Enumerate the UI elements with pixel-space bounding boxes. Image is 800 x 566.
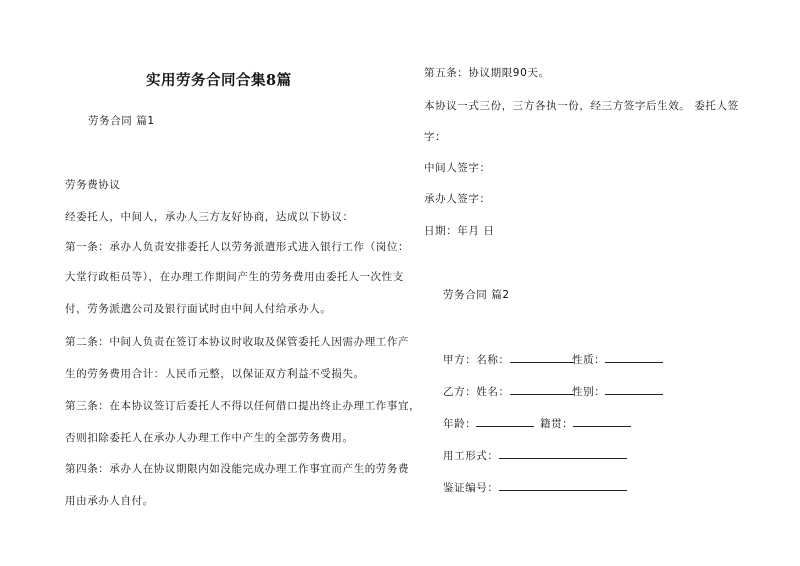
party-a-name-blank xyxy=(510,351,574,363)
verification-number-row xyxy=(443,479,627,495)
article2-line2: 生的劳务费用合计：人民币元整，以保证双方利益不受损失。 xyxy=(65,368,365,380)
party-a-name-row xyxy=(443,351,574,367)
origin-label: 籍贯： xyxy=(540,418,574,430)
party-b-gender-blank xyxy=(605,383,663,395)
copies-line1: 本协议一式三份，三方各执一份，经三方签字后生效。 委托人签 xyxy=(424,100,739,112)
age-blank xyxy=(476,415,534,427)
article1-line1: 第一条：承办人负责安排委托人以劳务派遣形式进入银行工作（岗位： xyxy=(65,241,410,253)
middleman-signature-label: 中间人签字： xyxy=(424,162,491,174)
article3-line2: 否则扣除委托人在承办人办理工作中产生的全部劳务费用。 xyxy=(65,432,354,444)
article4-line2: 用由承办人自付。 xyxy=(65,495,154,507)
article2-line1: 第二条：中间人负责在签订本协议时收取及保管委托人因需办理工作产 xyxy=(65,336,410,348)
origin-blank xyxy=(573,415,631,427)
article1-line2: 大堂行政柜员等），在办理工作期间产生的劳务费用由委托人一次性支 xyxy=(65,271,404,283)
article4-line1: 第四条：承办人在协议期限内如没能完成办理工作事宜而产生的劳务费 xyxy=(65,463,410,475)
party-a-nature-label: 性质： xyxy=(572,354,606,366)
party-b-gender-label: 性别： xyxy=(572,386,606,398)
date-label: 日期：年月 日 xyxy=(424,225,495,237)
party-a-nature-row xyxy=(572,351,663,367)
employment-form-label: 用工形式： xyxy=(443,450,499,462)
employment-form-row xyxy=(443,447,627,463)
party-b-name-blank xyxy=(510,383,574,395)
employment-form-blank xyxy=(499,447,627,459)
article5: 第五条：协议期限90天。 xyxy=(424,67,550,79)
origin-row xyxy=(540,415,631,431)
verification-number-label: 鉴证编号： xyxy=(443,482,499,494)
intro-paragraph: 经委托人，中间人，承办人三方友好协商，达成以下协议： xyxy=(65,211,354,223)
age-row xyxy=(443,415,534,431)
party-a-name-label: 甲方：名称： xyxy=(443,354,510,366)
party-b-gender-row xyxy=(572,383,663,399)
agreement-title: 劳务费协议 xyxy=(65,179,121,191)
age-label: 年龄： xyxy=(443,418,477,430)
article1-line3: 付，劳务派遣公司及银行面试时由中间人付给承办人。 xyxy=(65,303,332,315)
party-a-nature-blank xyxy=(605,351,663,363)
party-b-name-label: 乙方：姓名： xyxy=(443,386,510,398)
contract2-heading: 劳务合同 篇2 xyxy=(443,289,510,301)
verification-number-blank xyxy=(499,479,627,491)
document-title: 实用劳务合同合集8篇 xyxy=(146,72,292,89)
copies-line2: 字： xyxy=(424,131,447,143)
contractor-signature-label: 承办人签字： xyxy=(424,193,491,205)
article3-line1: 第三条：在本协议签订后委托人不得以任何借口提出终止办理工作事宜， xyxy=(65,400,421,412)
contract1-heading: 劳务合同 篇1 xyxy=(88,115,155,127)
party-b-name-row xyxy=(443,383,574,399)
